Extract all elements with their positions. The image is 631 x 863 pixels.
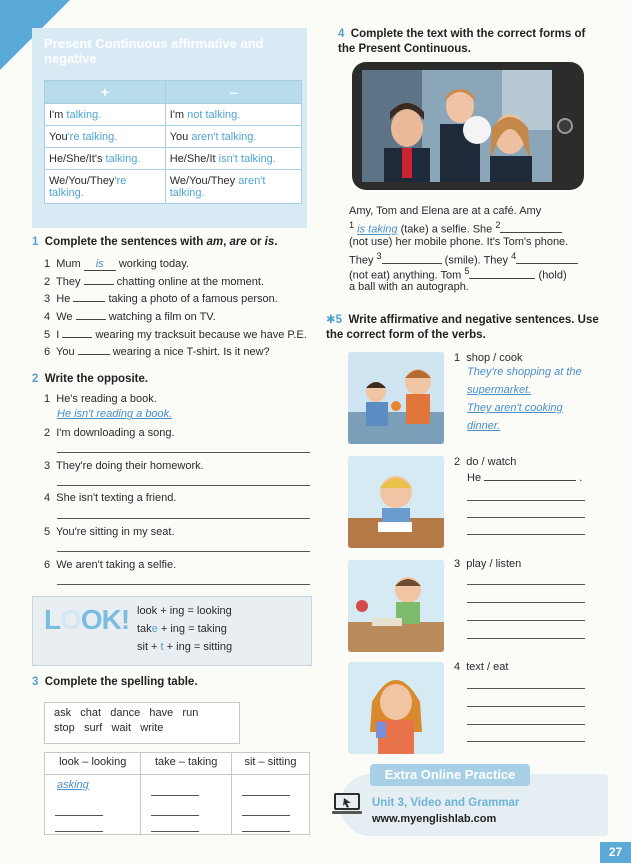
answer-line[interactable] <box>467 534 585 535</box>
answer-line[interactable] <box>467 584 585 585</box>
spelling-header: take – taking <box>141 753 232 775</box>
ex2-item: 6 We aren't taking a selfie. <box>44 559 177 571</box>
extra-practice-title: Extra Online Practice <box>370 764 530 786</box>
look-rule: look + ing = looking <box>137 605 232 617</box>
answer-field[interactable] <box>516 263 578 264</box>
ex5-start: He . <box>467 472 583 484</box>
shopping-illustration <box>348 352 444 444</box>
answer-line[interactable] <box>467 741 585 742</box>
ex4-text: They $^3$ (smile). They $^4$ <box>349 251 578 267</box>
ex4-text: Amy, Tom and Elena are at a café. Amy <box>349 205 542 217</box>
homework-illustration <box>348 456 444 548</box>
ex1-item: 1 Mum is working today. <box>44 258 189 270</box>
chess-illustration <box>348 560 444 652</box>
ex2-item: 3 They're doing their homework. <box>44 460 204 472</box>
answer-line[interactable] <box>467 620 585 621</box>
spelling-header: look – looking <box>45 753 141 775</box>
ex4-text: a ball with an autograph. <box>349 281 469 293</box>
answer-field[interactable] <box>500 232 562 233</box>
answer-line[interactable] <box>57 452 310 453</box>
ex5-item: 1 shop / cook <box>454 352 523 364</box>
ex5-item: 2 do / watch <box>454 456 517 468</box>
ex1-instruction: 1 Complete the sentences with am, are or is. <box>32 236 278 248</box>
ex4-text: (not eat) anything. Tom $^5$ (hold) <box>349 266 567 282</box>
look-rule: take + ing = taking <box>137 623 227 635</box>
ex5-answer: They aren't cooking <box>467 402 563 414</box>
extra-unit: Unit 3, Video and Grammar <box>372 797 520 809</box>
answer-line[interactable] <box>467 688 585 689</box>
answer-line[interactable] <box>467 724 585 725</box>
ex4-instruction: 4 Complete the text with the correct forms of the Present Continuous. <box>338 28 586 55</box>
spelling-column[interactable]: asking <box>45 775 141 835</box>
spelling-header: sit – sitting <box>231 753 309 775</box>
camera-button-icon <box>557 118 573 134</box>
ex1-item: 5 I wearing my tracksuit because we have P.E. <box>44 329 307 341</box>
spelling-column[interactable] <box>231 775 309 835</box>
ex2-answer: He isn't reading a book. <box>57 408 173 420</box>
answer-field[interactable] <box>78 354 110 355</box>
extra-url-link[interactable]: www.myenglishlab.com <box>372 813 497 825</box>
ex2-item: 5 You're sitting in my seat. <box>44 526 175 538</box>
word-list: stop surf wait write <box>54 722 164 734</box>
word-list: ask chat dance have run <box>54 707 199 719</box>
grammar-row: He/She/It's talking. He/She/It isn't talking. <box>45 148 302 170</box>
look-logo: LOOK! <box>44 604 130 635</box>
answer-line[interactable] <box>467 706 585 707</box>
ex1-item: 6 You wearing a nice T-shirt. Is it new? <box>44 346 270 358</box>
answer-line[interactable] <box>467 517 585 518</box>
minus-header: – <box>165 81 301 104</box>
ex4-text: (not use) her mobile phone. It's Tom's phone. <box>349 236 569 248</box>
ex5-instruction: ✱5 Write affirmative and negative sentences. Use the correct form of the verbs. <box>326 314 599 341</box>
page-number: 27 <box>600 842 631 863</box>
ex3-instruction: 3 Complete the spelling table. <box>32 676 198 688</box>
ex1-item: 4 We watching a film on TV. <box>44 311 216 323</box>
computer-icon <box>332 792 362 816</box>
answer-field[interactable] <box>84 284 114 285</box>
answer-line[interactable] <box>467 638 585 639</box>
answer-line[interactable] <box>57 551 310 552</box>
ex1-item: 2 They chatting online at the moment. <box>44 276 265 288</box>
ex5-answer: dinner. <box>467 420 501 432</box>
answer-field[interactable] <box>73 301 105 302</box>
answer-line[interactable] <box>57 485 310 486</box>
grammar-row: You're talking. You aren't talking. <box>45 126 302 148</box>
answer-field[interactable] <box>469 278 535 279</box>
ex2-item: 2 I'm downloading a song. <box>44 427 175 439</box>
ex4-text: $^1$ is taking (take) a selfie. She $^2$ <box>349 220 562 236</box>
answer-field[interactable]: is <box>84 258 116 271</box>
answer-field[interactable] <box>62 337 92 338</box>
ex2-item: 4 She isn't texting a friend. <box>44 492 177 504</box>
answer-field[interactable] <box>76 319 106 320</box>
answer-line[interactable] <box>467 500 585 501</box>
selfie-photo <box>362 70 552 182</box>
grammar-table <box>44 80 302 204</box>
ex2-item: 1 He's reading a book. <box>44 393 157 405</box>
grammar-row: I'm talking. I'm not talking. <box>45 104 302 126</box>
look-rule: sit + t + ing = sitting <box>137 641 233 653</box>
spelling-column[interactable] <box>141 775 232 835</box>
answer-field[interactable] <box>382 263 442 264</box>
ex5-answer: supermarket. <box>467 384 532 396</box>
grammar-row: We/You/They're talking. We/You/They aren't talking. <box>45 170 302 204</box>
answer-line[interactable] <box>57 518 310 519</box>
spelling-table <box>44 752 310 835</box>
ex5-item: 3 play / listen <box>454 558 522 570</box>
ex5-answer: They're shopping at the <box>467 366 582 378</box>
ex1-item: 3 He taking a photo of a famous person. <box>44 293 278 305</box>
texting-illustration <box>348 662 444 754</box>
ex2-instruction: 2 Write the opposite. <box>32 373 149 385</box>
ex5-item: 4 text / eat <box>454 661 509 673</box>
answer-line[interactable] <box>467 602 585 603</box>
answer-line[interactable] <box>57 584 310 585</box>
answer-field[interactable] <box>484 480 576 481</box>
grammar-title: Present Continuous affirmative and negative <box>44 36 264 66</box>
plus-header: + <box>45 81 166 104</box>
